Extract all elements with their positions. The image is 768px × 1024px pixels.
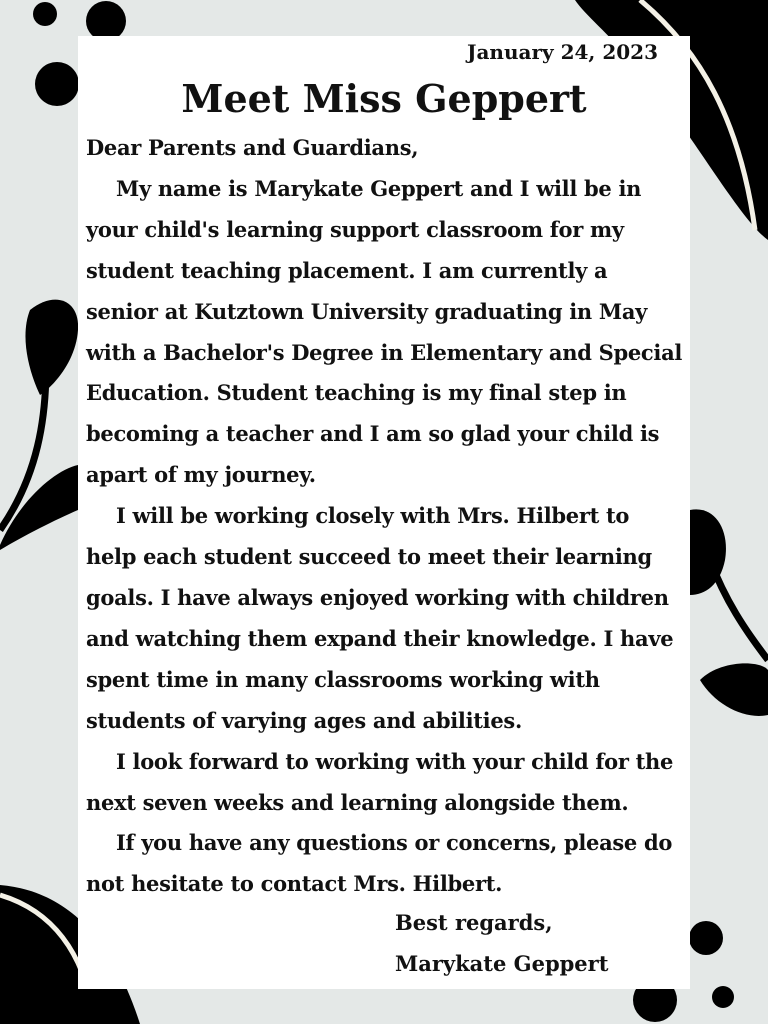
paragraph: If you have any questions or concerns, please do not hesitate to contact Mrs. Hilbert. [86, 830, 673, 897]
dot-shape [689, 921, 723, 955]
paragraph: I look forward to working with your child for the next seven weeks and learning alongside them. [86, 748, 674, 815]
salutation: Dear Parents and Guardians, [86, 135, 419, 160]
letter-date: January 24, 2023 [466, 40, 658, 64]
letter-title: Meet Miss Geppert [181, 76, 587, 121]
leaf-stem [710, 560, 768, 660]
signature-block [395, 902, 608, 984]
leaf-shape [700, 663, 768, 716]
closing: Best regards, [395, 910, 553, 935]
dot-shape [35, 62, 79, 106]
paragraph: My name is Marykate Geppert and I will be in your child's learning support classroom for my student teaching placement. I am currently a senior at Kutztown University graduating in May with a Bachelor's Degree in Elementary and Special Education. Student teaching is my final step in becoming a teacher and I am so glad your child is apart of my journey. [86, 175, 683, 488]
signature-name: Marykate Geppert [395, 951, 609, 976]
letter-body [86, 128, 686, 905]
dot-shape [33, 2, 57, 26]
leaf-shape [25, 300, 78, 395]
dot-shape [86, 1, 126, 41]
dot-shape [712, 986, 734, 1008]
paragraph: I will be working closely with Mrs. Hilbert to help each student succeed to meet their learning goals. I have always enjoyed working with children and watching them expand their knowledge. I have spent time in many classrooms working with students of varying ages and abilities. [86, 503, 674, 733]
letter-card [78, 36, 690, 989]
